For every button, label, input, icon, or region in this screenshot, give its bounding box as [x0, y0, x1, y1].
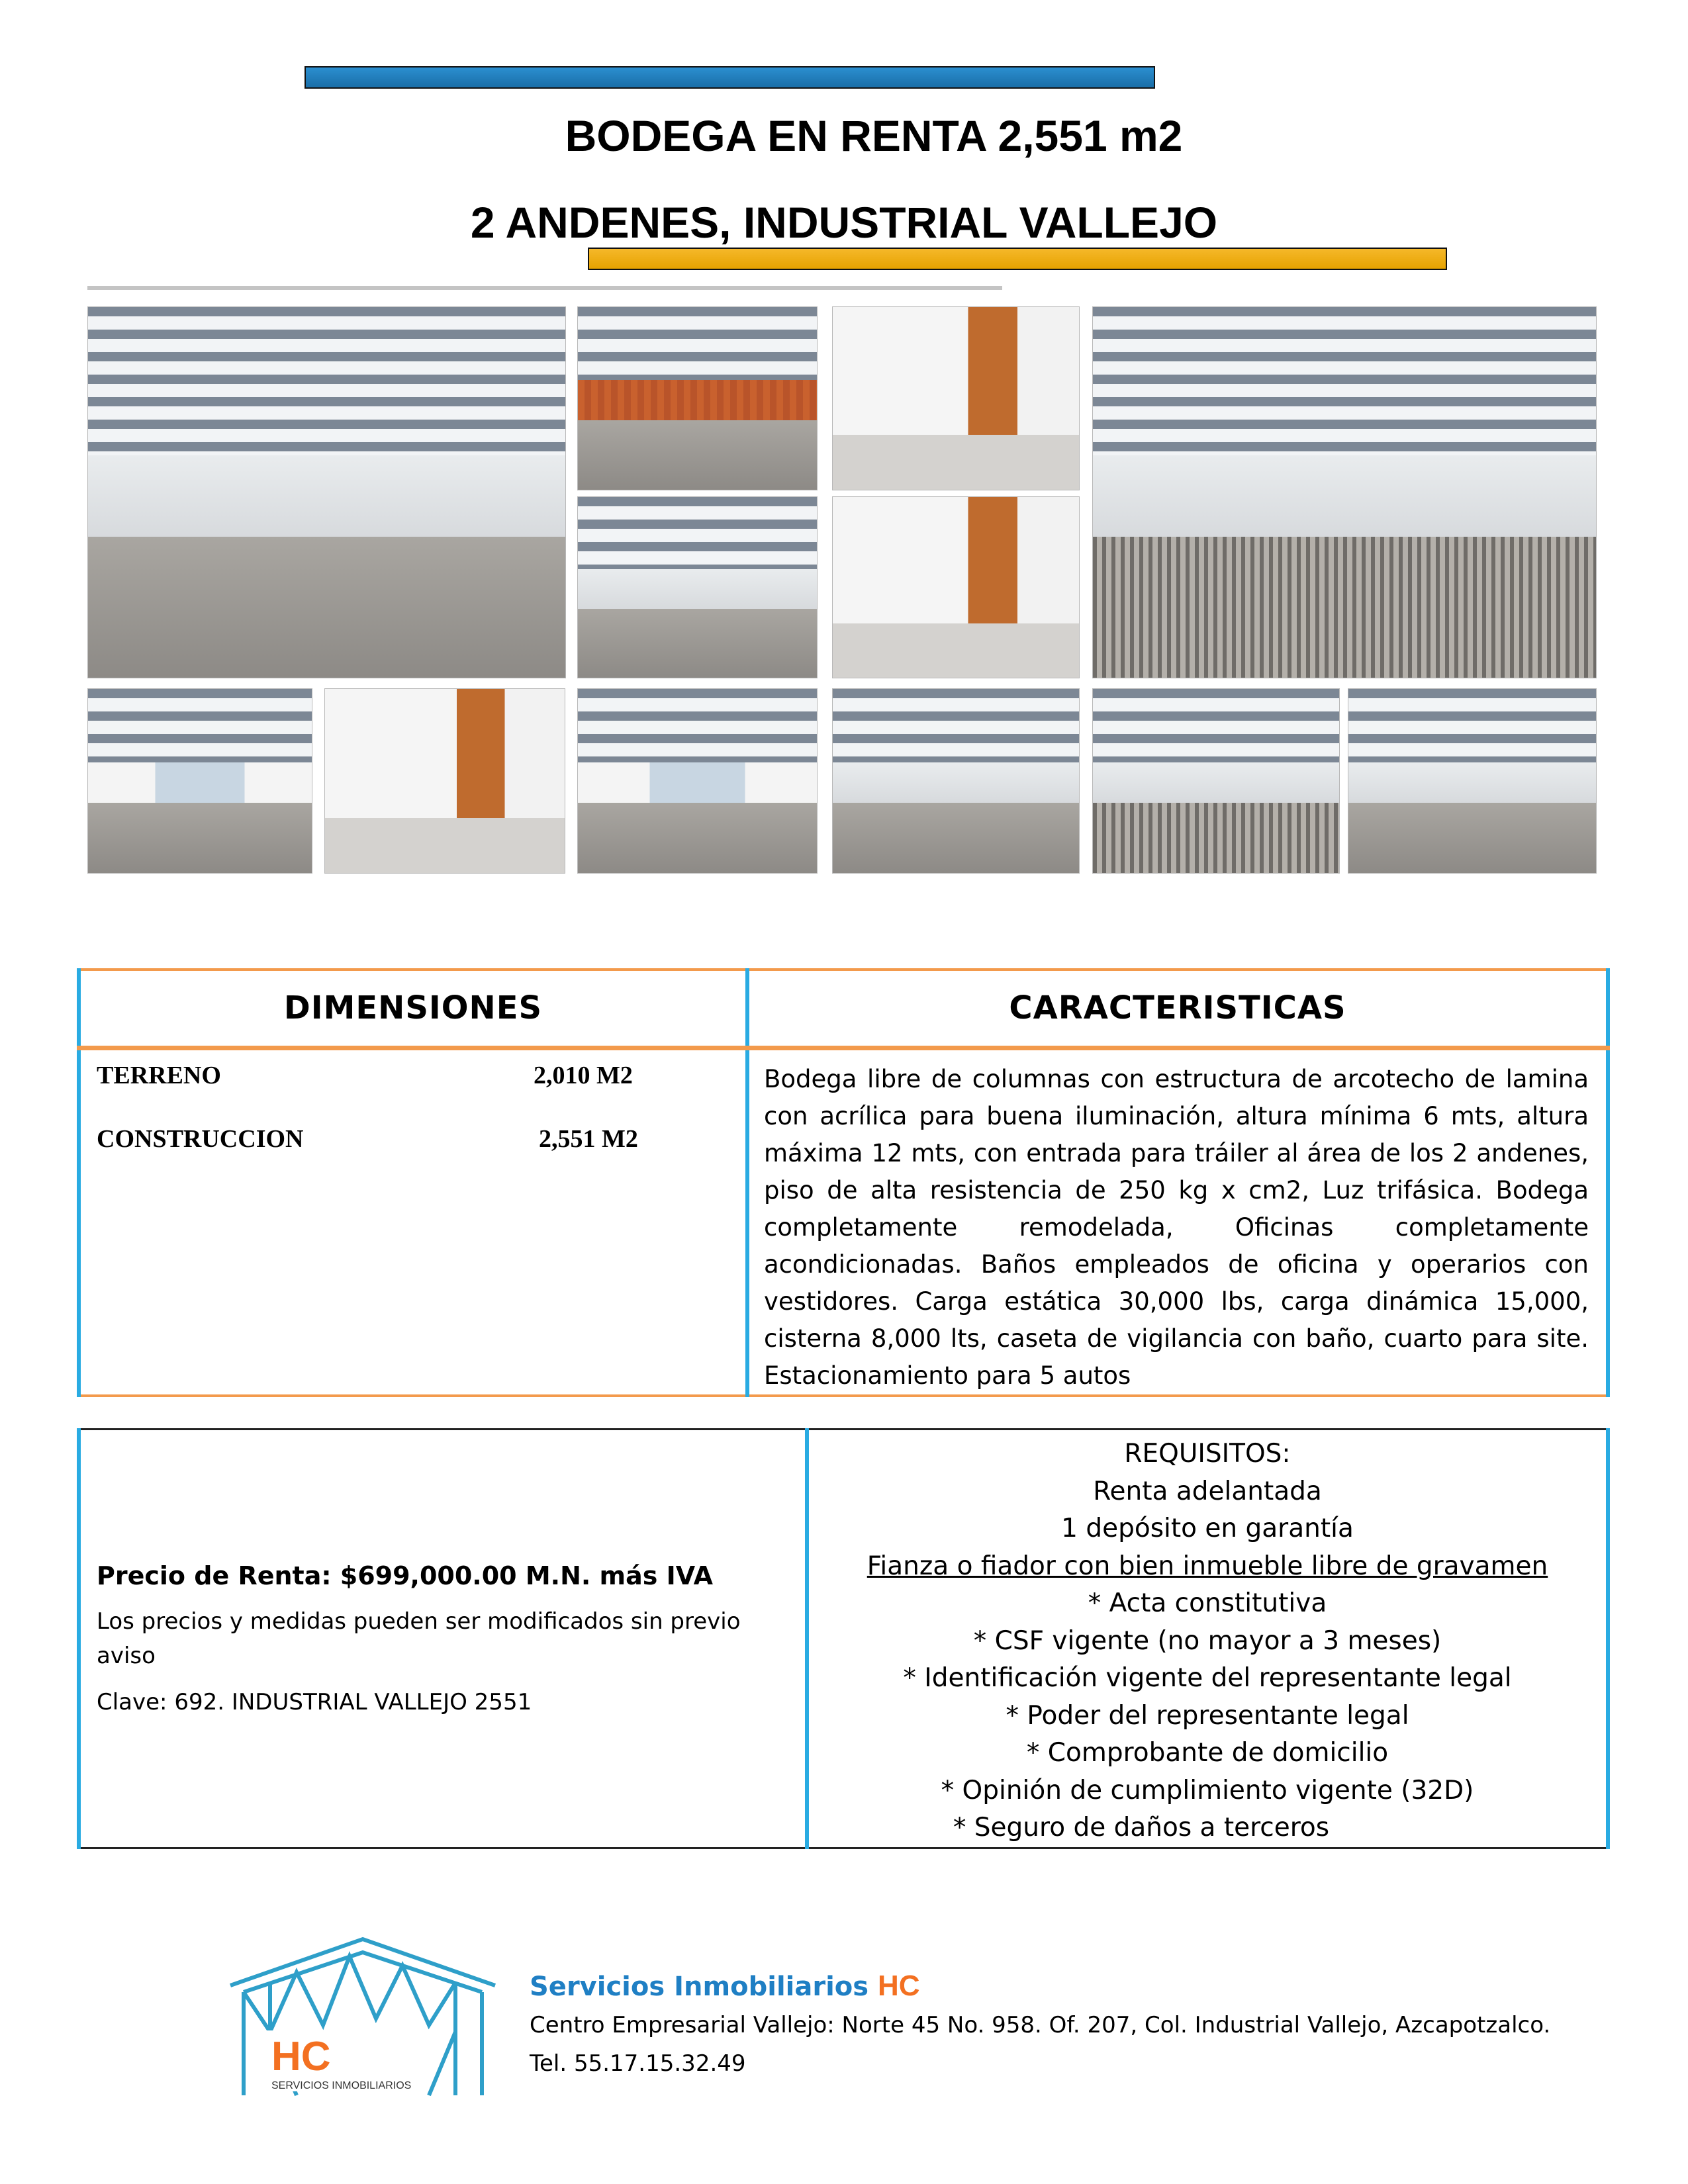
photo-corridor [832, 688, 1080, 874]
requirement-item: Fianza o fiador con bien inmueble libre de gravamen [867, 1551, 1548, 1581]
requirement-item: * Seguro de daños a terceros [953, 1813, 1330, 1843]
photo-warehouse-side-wall [577, 496, 818, 678]
property-code: Clave: 692. INDUSTRIAL VALLEJO 2551 [97, 1688, 532, 1715]
photo-warehouse-main-hall [87, 306, 566, 678]
page-title: BODEGA EN RENTA 2,551 m2 [565, 111, 1183, 160]
dimension-value: 2,010 M2 [534, 1061, 633, 1089]
requirement-item: * Poder del representante legal [1006, 1700, 1409, 1731]
features-table [77, 968, 1610, 1397]
rent-price: Precio de Renta: $699,000.00 M.N. más IVA [97, 1561, 714, 1590]
dimension-name: CONSTRUCCION [97, 1124, 304, 1153]
header-gray-rule [87, 286, 1002, 290]
dimension-row-terreno [97, 1061, 745, 1090]
photo-hall-with-grates [1092, 688, 1340, 874]
price-requirements-table [77, 1428, 1610, 1849]
header-blue-bar [305, 66, 1155, 89]
photo-office-doors [832, 306, 1080, 490]
requirement-item: * CSF vigente (no mayor a 3 meses) [973, 1625, 1442, 1656]
characteristics-header: CARACTERISTICAS [747, 970, 1608, 1048]
logo-text: HC [271, 2034, 331, 2079]
requirement-item: Renta adelantada [1093, 1476, 1322, 1506]
photo-office-interior [832, 496, 1080, 678]
photo-orange-dock-doors [577, 306, 818, 490]
company-name-line [530, 1967, 1550, 2006]
price-disclaimer: Los precios y medidas pueden ser modificados sin previo aviso [97, 1608, 741, 1669]
company-brand: HC [878, 1970, 920, 2002]
requirement-item: * Opinión de cumplimiento vigente (32D) [941, 1775, 1474, 1805]
photo-mezzanine-structure [1092, 306, 1597, 678]
company-address: Centro Empresarial Vallejo: Norte 45 No. 958. Of. 207, Col. Industrial Vallejo, Azcapotzalco. [530, 2012, 1551, 2038]
company-phone: Tel. 55.17.15.32.49 [530, 2050, 746, 2077]
requirement-item: * Acta constitutiva [1088, 1588, 1327, 1618]
price-cell [79, 1430, 807, 1848]
footer-contact [530, 1967, 1550, 2083]
requirement-item: * Comprobante de domicilio [1026, 1738, 1389, 1768]
photo-office-door-room [324, 688, 565, 874]
requirements-cell [807, 1430, 1608, 1848]
page-subtitle: 2 ANDENES, INDUSTRIAL VALLEJO [470, 198, 1218, 247]
requirement-item: 1 depósito en garantía [1061, 1514, 1354, 1543]
logo-subtext: SERVICIOS INMOBILIARIOS [271, 2080, 412, 2091]
dimensions-header: DIMENSIONES [79, 970, 747, 1048]
dimension-value: 2,551 M2 [539, 1124, 638, 1153]
header-gold-bar [588, 248, 1447, 270]
requirements-title: REQUISITOS: [1124, 1439, 1291, 1469]
photo-mezzanine-stairs [87, 688, 312, 874]
requirement-item: * Identificación vigente del representante legal [903, 1663, 1512, 1693]
characteristics-description: Bodega libre de columnas con estructura de arcotecho de lamina con acrílica para buena iluminación, altura mínima 6 mts, altura máxima 12 mts, con entrada para tráiler al área de los 2 andenes, piso de alta resistencia de 250 kg x cm2, Luz trifásica. Bodega completamente remodelada, Oficinas completamente acondicionadas. Baños empleados de oficina y operarios con vestidores. Carga estática 30,000 lbs, carga dinámica 15,000, cisterna 8,000 lts, caseta de vigilancia con baño, cuarto para site. Estacionamiento para 5 autos [764, 1064, 1589, 1390]
characteristics-cell [747, 1048, 1608, 1396]
dimension-name: TERRENO [97, 1061, 221, 1089]
dimensions-cell [79, 1048, 747, 1396]
company-name: Servicios Inmobiliarios [530, 1972, 869, 2002]
company-logo [224, 1933, 502, 2102]
dimension-row-construccion [97, 1124, 745, 1154]
photo-hall-overview [1348, 688, 1597, 874]
photo-bathroom-stalls [577, 688, 818, 874]
